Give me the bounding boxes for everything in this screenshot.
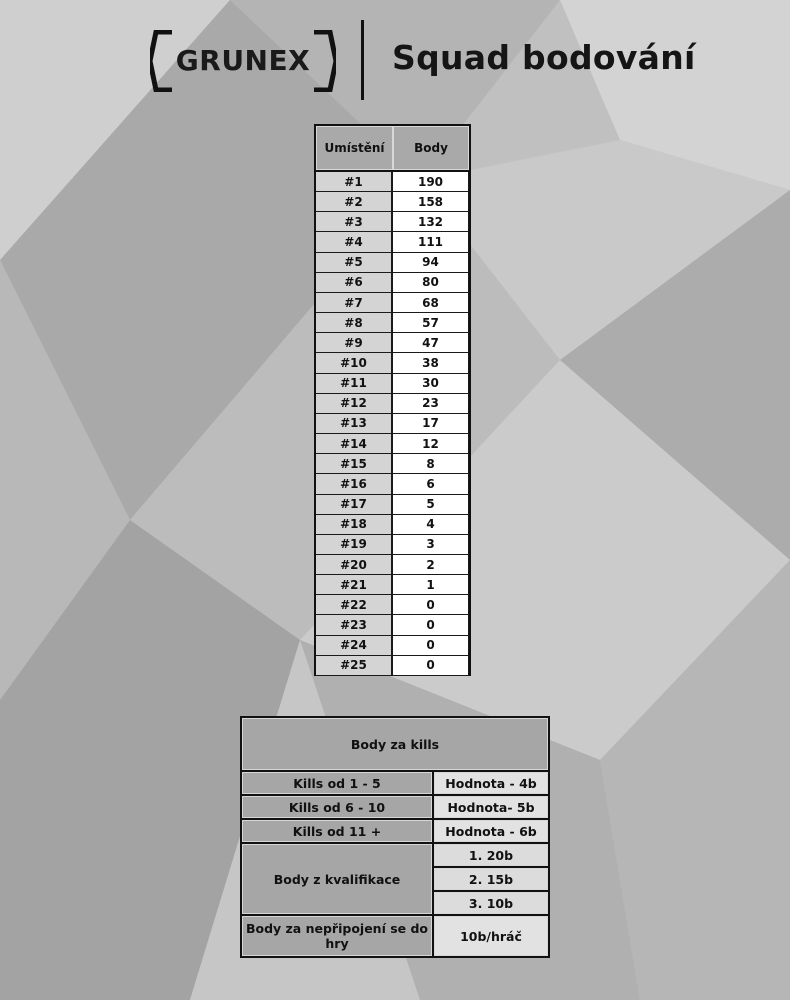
table-row [316,454,469,474]
placement-rank-cell: #17 [316,495,393,515]
placement-rank-cell: #12 [316,394,393,414]
page-title: Squad bodování [392,38,696,77]
disconnect-value: 10b/hráč [434,916,548,956]
bonus-points-table [240,716,550,958]
table-row [316,313,469,333]
placement-rank-cell: #25 [316,656,393,676]
column-header-placement: Umístění [316,126,393,170]
placement-rank-cell: #8 [316,313,393,333]
placement-points-cell: 6 [393,474,469,494]
placement-points-cell: 3 [393,535,469,555]
placement-points-cell: 0 [393,595,469,615]
table-row [316,333,469,353]
placement-points-cell: 111 [393,232,469,252]
placement-rank-cell: #24 [316,636,393,656]
placement-rank-cell: #19 [316,535,393,555]
table-row [316,273,469,293]
table-row [316,515,469,535]
table-row [316,656,469,676]
table-row [316,192,469,212]
placement-rank-cell: #20 [316,555,393,575]
placement-points-cell: 8 [393,454,469,474]
table-body [316,172,469,676]
placement-rank-cell: #22 [316,595,393,615]
placement-points-cell: 5 [393,495,469,515]
table-row [316,374,469,394]
table-row [316,636,469,656]
placement-points-cell: 80 [393,273,469,293]
placement-rank-cell: #9 [316,333,393,353]
placement-points-cell: 0 [393,656,469,676]
placement-points-cell: 4 [393,515,469,535]
table-row [316,595,469,615]
placement-points-cell: 30 [393,374,469,394]
kills-label-2: Kills od 6 - 10 [242,796,432,818]
table-row [316,253,469,273]
placement-points-cell: 17 [393,414,469,434]
placement-rank-cell: #11 [316,374,393,394]
placement-rank-cell: #3 [316,212,393,232]
placement-rank-cell: #18 [316,515,393,535]
table-row [316,212,469,232]
placement-rank-cell: #14 [316,434,393,454]
grunex-logo [150,30,336,92]
table-row [316,414,469,434]
placement-rank-cell: #2 [316,192,393,212]
table-row [316,394,469,414]
placement-points-cell: 94 [393,253,469,273]
placement-rank-cell: #21 [316,575,393,595]
placement-points-cell: 190 [393,172,469,192]
placement-points-cell: 23 [393,394,469,414]
table-row [316,555,469,575]
table-header-row [316,126,469,170]
qualification-value-2: 2. 15b [434,868,548,890]
kills-value-3: Hodnota - 6b [434,820,548,842]
qualification-label: Body z kvalifikace [242,844,432,914]
placement-points-cell: 132 [393,212,469,232]
placement-rank-cell: #16 [316,474,393,494]
logo-text: GRUNEX [175,44,311,77]
table-row [316,474,469,494]
placement-rank-cell: #13 [316,414,393,434]
placement-rank-cell: #5 [316,253,393,273]
table-row [316,535,469,555]
placement-rank-cell: #10 [316,353,393,373]
header-divider [361,20,364,100]
qualification-value-1: 1. 20b [434,844,548,866]
placement-rank-cell: #7 [316,293,393,313]
table-row [316,434,469,454]
placement-points-cell: 68 [393,293,469,313]
kills-label-3: Kills od 11 + [242,820,432,842]
qualification-value-3: 3. 10b [434,892,548,914]
column-header-points: Body [393,126,469,170]
table-row [316,172,469,192]
table-row [316,575,469,595]
placement-rank-cell: #6 [316,273,393,293]
table-row [316,232,469,252]
kills-value-2: Hodnota- 5b [434,796,548,818]
table-row [316,293,469,313]
placement-rank-cell: #1 [316,172,393,192]
placement-rank-cell: #23 [316,615,393,635]
placement-points-cell: 38 [393,353,469,373]
kills-value-1: Hodnota - 4b [434,772,548,794]
placement-points-cell: 12 [393,434,469,454]
placement-points-cell: 158 [393,192,469,212]
placement-points-table [314,124,471,676]
placement-rank-cell: #15 [316,454,393,474]
placement-points-cell: 57 [393,313,469,333]
table-row [316,615,469,635]
disconnect-label: Body za nepřipojení se do hry [242,916,432,956]
placement-points-cell: 2 [393,555,469,575]
placement-rank-cell: #4 [316,232,393,252]
placement-points-cell: 0 [393,636,469,656]
placement-points-cell: 1 [393,575,469,595]
table-row [316,495,469,515]
kills-section-title: Body za kills [242,718,548,770]
table-row [316,353,469,373]
kills-label-1: Kills od 1 - 5 [242,772,432,794]
placement-points-cell: 47 [393,333,469,353]
placement-points-cell: 0 [393,615,469,635]
